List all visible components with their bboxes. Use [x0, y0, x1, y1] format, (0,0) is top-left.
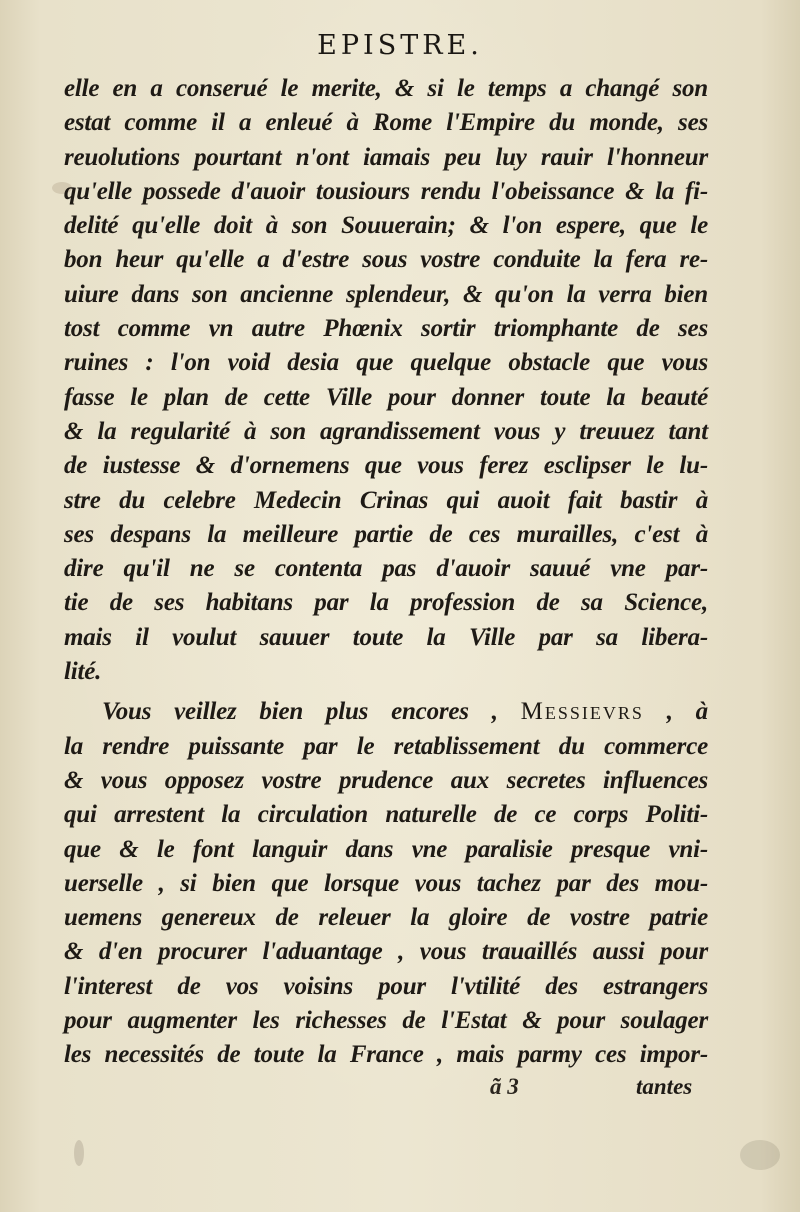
- text-line: qu'elle possede d'auoir tousiours rendu l'obeissance & la fi-: [64, 177, 708, 205]
- text-line: uerselle , si bien que lorsque vous tachez par des mou-: [64, 869, 708, 897]
- text-line: elle en a conserué le merite, & si le temps a changé son: [64, 75, 708, 102]
- text-line: tie de ses habitans par la profession de sa Science,: [64, 589, 708, 617]
- text-line: & d'en procurer l'aduantage , vous trauaillés aussi pour: [64, 938, 708, 966]
- text-line: delité qu'elle doit à son Souuerain; & l'on espere, que le: [64, 212, 708, 240]
- signature-mark: ã 3: [490, 1074, 519, 1099]
- text-line-first: [64, 695, 708, 729]
- running-head: EPISTRE.: [317, 30, 483, 61]
- address-messieurs: Messievrs: [520, 698, 644, 726]
- catchword: tantes: [636, 1074, 693, 1099]
- text-line: stre du celebre Medecin Crinas qui auoit fait bastir à: [64, 486, 708, 514]
- text-fragment: Vous veillez bien plus encores ,: [102, 698, 498, 726]
- text-line: tost comme vn autre Phœnix sortir triomphante de ses: [64, 315, 708, 343]
- body-text: [64, 72, 708, 1073]
- text-line: reuolutions pourtant n'ont iamais peu luy rauir l'honneur: [64, 143, 708, 171]
- text-line: uiure dans son ancienne splendeur, & qu'on la verra bien: [64, 280, 708, 308]
- text-line: & la regularité à son agrandissement vous y treuuez tant: [64, 417, 708, 445]
- ink-stain: [74, 1140, 84, 1166]
- text-line: & vous opposez vostre prudence aux secretes influences: [64, 766, 708, 794]
- text-line: fasse le plan de cette Ville pour donner toute la beauté: [64, 383, 708, 411]
- text-line: bon heur qu'elle a d'estre sous vostre conduite la fera re-: [64, 246, 708, 274]
- text-line: les necessités de toute la France , mais parmy ces impor-: [64, 1041, 708, 1069]
- text-line: pour augmenter les richesses de l'Estat & pour soulager: [64, 1007, 708, 1035]
- text-fragment: , à: [666, 698, 708, 726]
- text-line: ruines : l'on void desia que quelque obstacle que vous: [64, 349, 708, 377]
- text-line: estat comme il a enleué à Rome l'Empire du monde, ses: [64, 109, 708, 137]
- text-line: lité.: [64, 658, 102, 686]
- text-line: l'interest de vos voisins pour l'vtilité des estrangers: [64, 972, 708, 1000]
- ink-stain: [740, 1140, 780, 1170]
- text-line: de iustesse & d'ornemens que vous ferez esclipser le lu-: [64, 452, 708, 480]
- text-line: mais il voulut sauuer toute la Ville par sa libera-: [64, 623, 708, 651]
- text-line: ses despans la meilleure partie de ces murailles, c'est à: [64, 520, 708, 548]
- text-line: la rendre puissante par le retablissement du commerce: [64, 732, 708, 760]
- text-line: qui arrestent la circulation naturelle de ce corps Politi-: [64, 801, 708, 829]
- text-line: dire qu'il ne se contenta pas d'auoir sauué vne par-: [64, 555, 708, 583]
- text-line: uemens genereux de releuer la gloire de vostre patrie: [64, 904, 708, 932]
- text-line: que & le font languir dans vne paralisie presque vni-: [64, 835, 708, 863]
